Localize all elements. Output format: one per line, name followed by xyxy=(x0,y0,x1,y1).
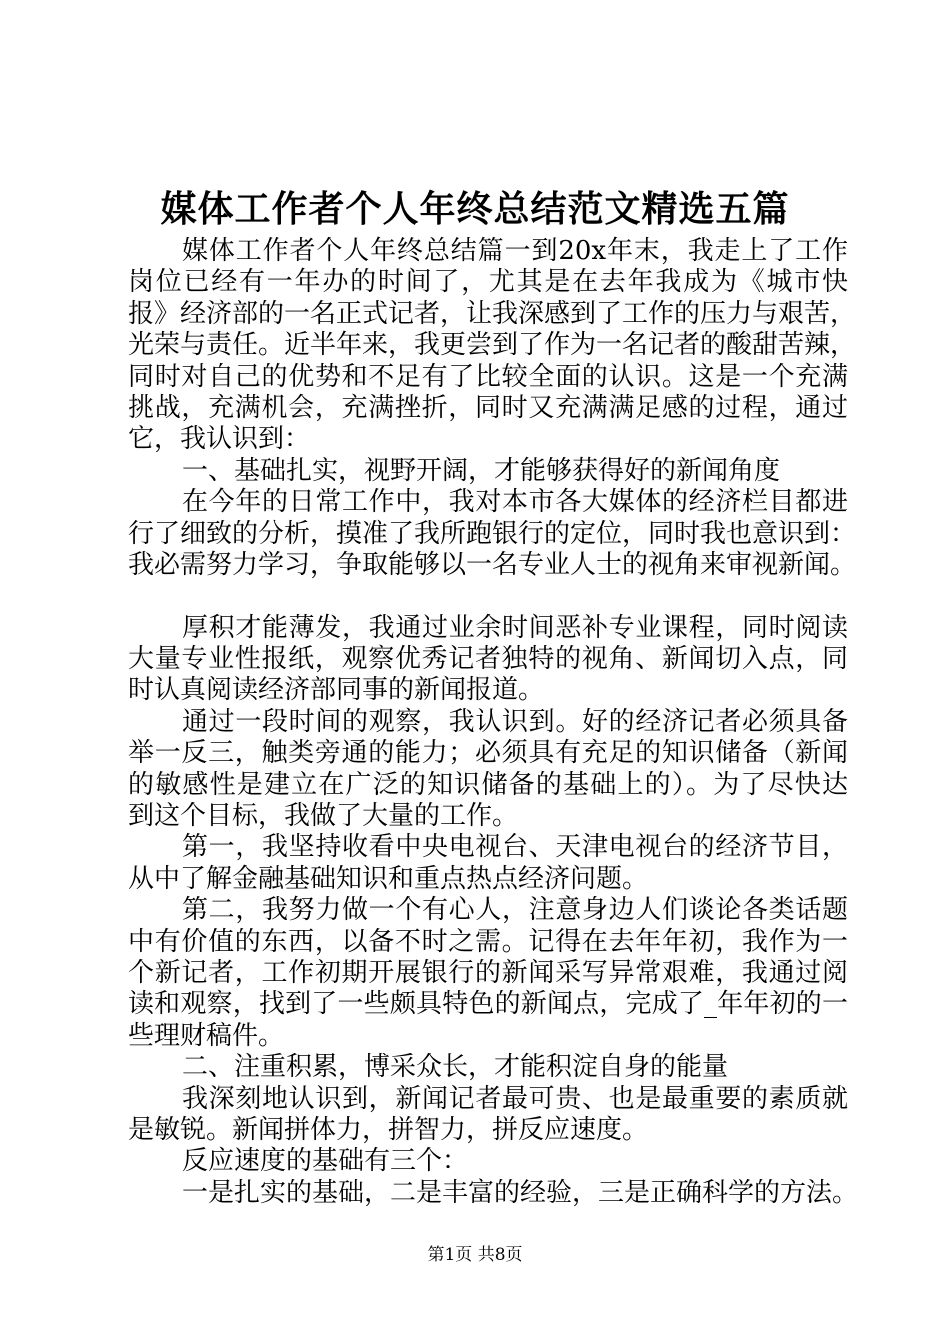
text-line: 厚积才能薄发，我通过业余时间恶补专业课程，同时阅读 xyxy=(182,612,848,643)
text-line: 中有价值的东西，以备不时之需。记得在去年年初，我作为一 xyxy=(128,926,848,957)
text-line: 同时对自己的优势和不足有了比较全面的认识。这是一个充满 xyxy=(128,361,848,392)
page-number-footer: 第1页 共8页 xyxy=(427,1245,523,1265)
section-heading: 一、基础扎实，视野开阔，才能够获得好的新闻角度 xyxy=(182,455,781,486)
text-line: 光荣与责任。近半年来，我更尝到了作为一名记者的酸甜苦辣， xyxy=(128,330,857,361)
text-line: 一是扎实的基础，二是丰富的经验，三是正确科学的方法。 xyxy=(182,1177,859,1208)
text-line: 我必需努力学习，争取能够以一名专业人士的视角来审视新闻。 xyxy=(128,549,857,580)
text-line: 个新记者，工作初期开展银行的新闻采写异常艰难，我通过阅 xyxy=(128,957,848,988)
text-line: 第一，我坚持收看中央电视台、天津电视台的经济节目， xyxy=(182,832,848,863)
text-line: 的敏感性是建立在广泛的知识储备的基础上的）。为了尽快达 xyxy=(128,769,848,800)
text-line: 读和观察，找到了一些颇具特色的新闻点，完成了_年年初的一 xyxy=(128,989,848,1020)
blank-line xyxy=(128,581,848,612)
text-line: 挑战，充满机会，充满挫折，同时又充满满足感的过程，通过 xyxy=(128,392,848,423)
text-line: 我深刻地认识到，新闻记者最可贵、也是最重要的素质就 xyxy=(182,1083,848,1114)
text-line: 大量专业性报纸，观察优秀记者独特的视角、新闻切入点，同 xyxy=(128,644,848,675)
text-line: 它，我认识到： xyxy=(128,424,311,455)
section-heading: 二、注重积累，博采众长，才能积淀自身的能量 xyxy=(182,1052,729,1083)
text-line: 报》经济部的一名正式记者，让我深感到了工作的压力与艰苦， xyxy=(128,298,857,329)
text-line: 到这个目标，我做了大量的工作。 xyxy=(128,801,519,832)
text-line: 行了细致的分析，摸准了我所跑银行的定位，同时我也意识到： xyxy=(128,518,857,549)
text-line: 媒体工作者个人年终总结篇一到20x年末，我走上了工作 xyxy=(182,236,848,266)
text-line: 第二，我努力做一个有心人，注意身边人们谈论各类话题 xyxy=(182,895,848,926)
document-title: 媒体工作者个人年终总结范文精选五篇 xyxy=(160,188,790,230)
text-line: 通过一段时间的观察，我认识到。好的经济记者必须具备 xyxy=(182,706,848,737)
text-line: 是敏锐。新闻拼体力，拼智力，拼反应速度。 xyxy=(128,1114,649,1145)
text-line: 举一反三，触类旁通的能力；必须具有充足的知识储备（新闻 xyxy=(128,738,848,769)
text-line: 岗位已经有一年办的时间了，尤其是在去年我成为《城市快 xyxy=(128,267,848,298)
document-body xyxy=(128,236,859,1209)
text-line: 反应速度的基础有三个： xyxy=(182,1146,469,1177)
text-line: 时认真阅读经济部同事的新闻报道。 xyxy=(128,675,545,706)
text-line: 些理财稿件。 xyxy=(128,1020,285,1051)
text-line: 从中了解金融基础知识和重点热点经济问题。 xyxy=(128,863,649,894)
text-line: 在今年的日常工作中，我对本市各大媒体的经济栏目都进 xyxy=(182,487,848,518)
